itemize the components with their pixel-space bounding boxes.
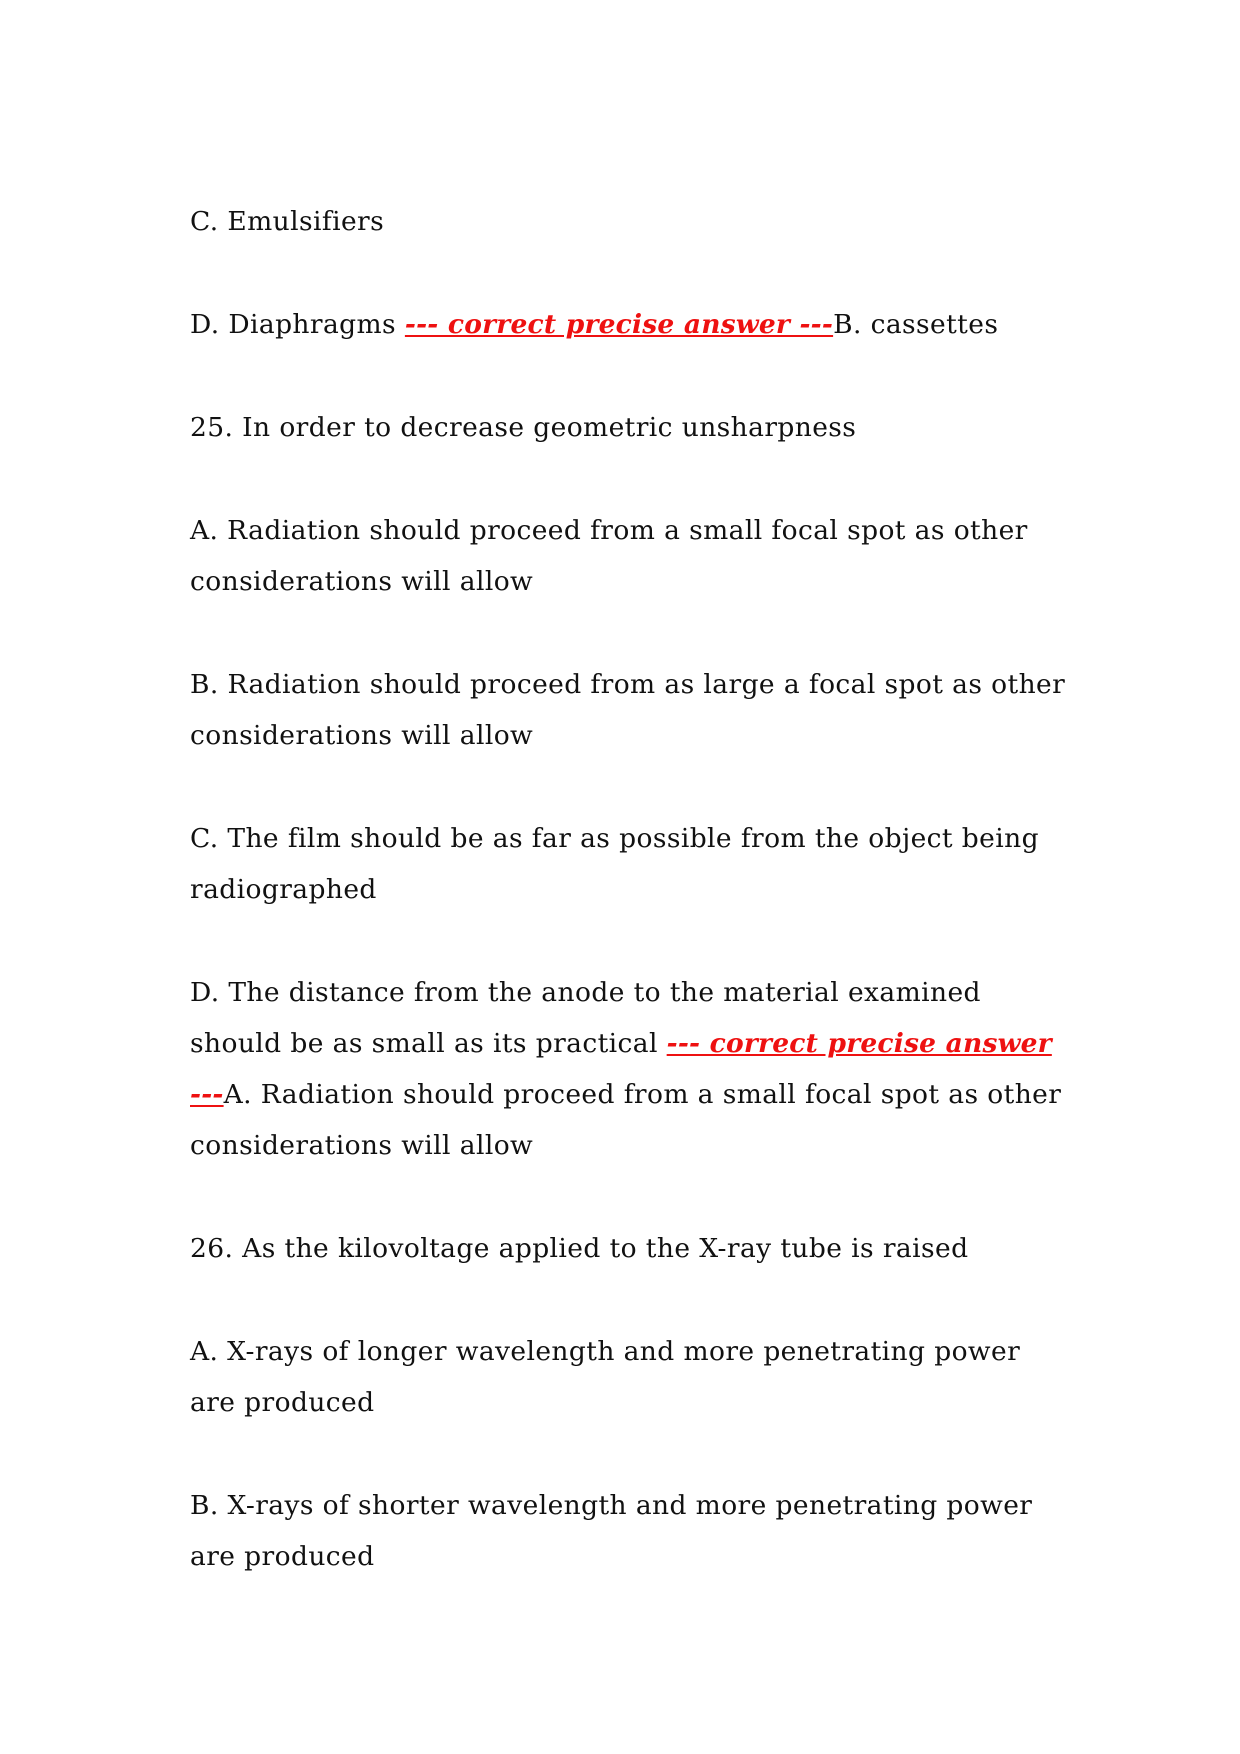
answer-text: A. Radiation should proceed from a small focal spot as other considerations will allow bbox=[190, 1079, 1062, 1161]
question-25-option-d-with-answer bbox=[190, 967, 1070, 1171]
question-26-option-b: B. X-rays of shorter wavelength and more penetrating power are produced bbox=[190, 1490, 1033, 1572]
document-page bbox=[190, 196, 1070, 1634]
correct-answer-marker: --- correct precise answer --- bbox=[190, 1028, 1052, 1110]
question-25-option-b: B. Radiation should proceed from as large a focal spot as other considerations will allow bbox=[190, 669, 1066, 751]
question-25: 25. In order to decrease geometric unsharpness bbox=[190, 412, 857, 443]
answer-text: B. cassettes bbox=[833, 309, 999, 340]
option-d-diaphragms-with-answer bbox=[190, 299, 1070, 350]
option-text: D. The distance from the anode to the material examined should be as small as its practical bbox=[190, 977, 981, 1059]
correct-answer-marker: --- correct precise answer --- bbox=[404, 309, 834, 340]
question-26-option-a: A. X-rays of longer wavelength and more penetrating power are produced bbox=[190, 1336, 1021, 1418]
question-25-option-a: A. Radiation should proceed from a small focal spot as other considerations will allow bbox=[190, 515, 1028, 597]
question-26: 26. As the kilovoltage applied to the X-ray tube is raised bbox=[190, 1233, 969, 1264]
question-25-option-c: C. The film should be as far as possible from the object being radiographed bbox=[190, 823, 1039, 905]
option-text: D. Diaphragms bbox=[190, 309, 405, 340]
option-c-emulsifiers: C. Emulsifiers bbox=[190, 206, 385, 237]
